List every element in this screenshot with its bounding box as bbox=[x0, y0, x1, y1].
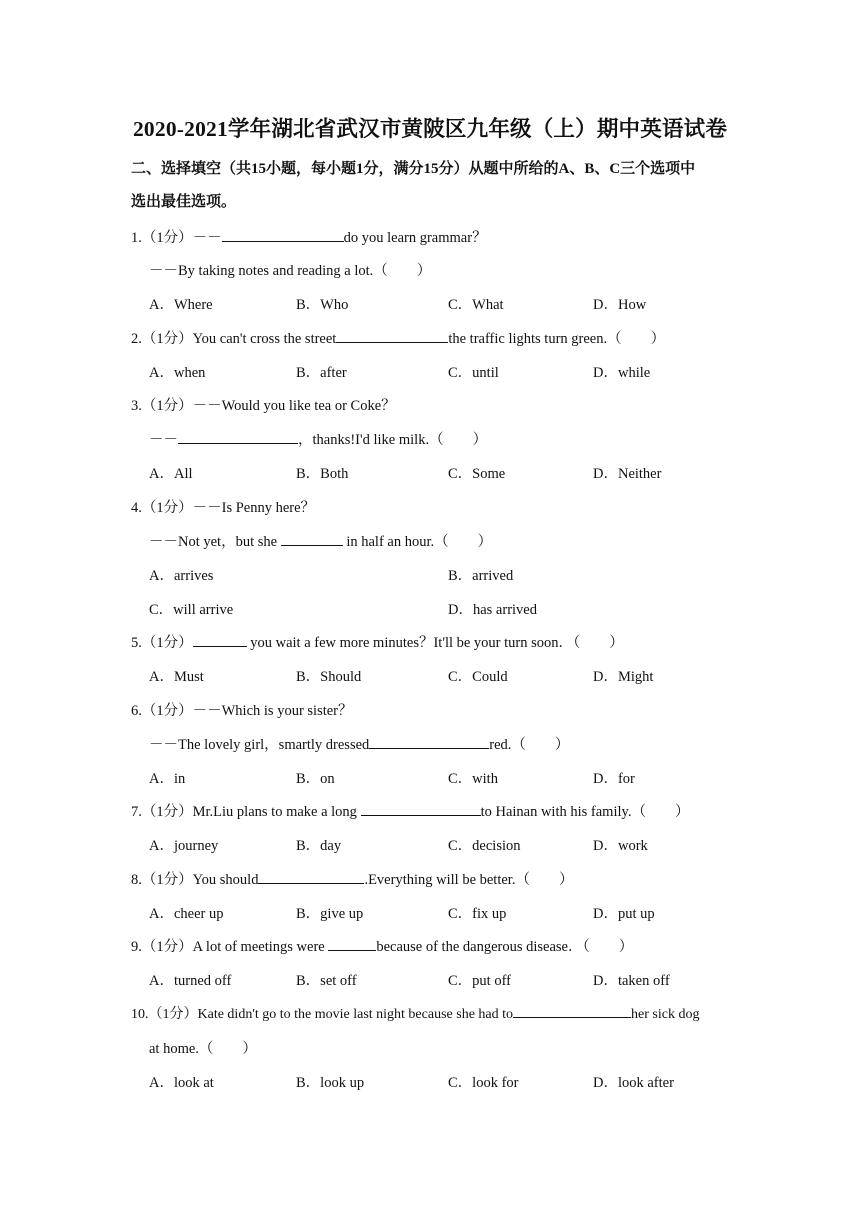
option-a: A．Must bbox=[149, 669, 204, 685]
question-text: You should bbox=[192, 872, 259, 888]
question-6-stem bbox=[131, 699, 353, 720]
option-d: D．Neither bbox=[593, 466, 662, 482]
answer-blank bbox=[258, 869, 364, 884]
question-9-stem bbox=[131, 935, 633, 956]
option-b: B．on bbox=[296, 771, 335, 787]
question-text: You can't cross the street bbox=[192, 331, 337, 347]
question-text: her sick dog bbox=[631, 1007, 700, 1022]
question-2-stem bbox=[131, 327, 665, 348]
option-a: A．All bbox=[149, 466, 193, 482]
question-number: 7.（1分） bbox=[131, 804, 193, 820]
question-text: .Everything will be better.（ ） bbox=[364, 872, 574, 888]
option-a: A．cheer up bbox=[149, 906, 224, 922]
question-text: Kate didn't go to the movie last night because she had to bbox=[197, 1007, 514, 1022]
option-c: C．What bbox=[448, 297, 504, 313]
question-number: 5.（1分） bbox=[131, 635, 193, 651]
question-text: to Hainan with his family.（ ） bbox=[480, 804, 690, 820]
option-c: C．decision bbox=[448, 838, 521, 854]
option-d: D．look after bbox=[593, 1075, 674, 1091]
page-title: 2020-2021学年湖北省武汉市黄陂区九年级（上）期中英语试卷 bbox=[132, 117, 728, 141]
option-b: B．arrived bbox=[448, 568, 514, 584]
question-text: because of the dangerous disease．（ ） bbox=[376, 939, 634, 955]
option-b: B．give up bbox=[296, 906, 364, 922]
option-b: B．day bbox=[296, 838, 342, 854]
option-a: A．in bbox=[149, 771, 186, 787]
question-7-stem bbox=[131, 800, 689, 821]
option-d: D．How bbox=[593, 297, 647, 313]
question-number: 4.（1分） bbox=[131, 500, 193, 516]
question-number: 9.（1分） bbox=[131, 939, 193, 955]
question-number: 8.（1分） bbox=[131, 872, 193, 888]
option-d: D．Might bbox=[593, 669, 654, 685]
question-4-stem bbox=[131, 496, 315, 517]
question-text: Mr.Liu plans to make a long bbox=[192, 804, 357, 820]
option-b: B．after bbox=[296, 365, 347, 381]
question-10-continuation: at home.（ ） bbox=[149, 1041, 257, 1057]
question-3-stem bbox=[131, 394, 396, 415]
section-heading-line-2: 选出最佳选项。 bbox=[131, 194, 237, 210]
question-6-reply bbox=[149, 733, 569, 754]
option-a: A．journey bbox=[149, 838, 219, 854]
question-number: 3.（1分） bbox=[131, 398, 193, 414]
answer-blank bbox=[369, 734, 489, 749]
question-text: A lot of meetings were bbox=[192, 939, 325, 955]
option-c: C．put off bbox=[448, 973, 511, 989]
option-a: A．when bbox=[149, 365, 206, 381]
question-text: you wait a few more minutes？It'll be your turn soon．（ ） bbox=[250, 635, 624, 651]
question-text: －－ bbox=[149, 432, 178, 448]
option-a: A．turned off bbox=[149, 973, 232, 989]
question-number: 2.（1分） bbox=[131, 331, 193, 347]
question-1-reply: －－By taking notes and reading a lot.（ ） bbox=[149, 263, 432, 279]
answer-blank bbox=[328, 936, 376, 951]
question-text: －－Not yet，but she bbox=[149, 534, 278, 550]
option-a: A．look at bbox=[149, 1075, 214, 1091]
question-10-stem bbox=[131, 1003, 699, 1023]
option-b: B．look up bbox=[296, 1075, 365, 1091]
option-c: C．will arrive bbox=[149, 602, 234, 618]
option-c: C．until bbox=[448, 365, 499, 381]
option-a: A．arrives bbox=[149, 568, 214, 584]
option-a: A．Where bbox=[149, 297, 213, 313]
option-d: D．has arrived bbox=[448, 602, 537, 618]
question-8-stem bbox=[131, 868, 573, 889]
option-b: B．Should bbox=[296, 669, 362, 685]
question-text: red.（ ） bbox=[489, 737, 570, 753]
option-b: B．Both bbox=[296, 466, 349, 482]
option-c: C．fix up bbox=[448, 906, 507, 922]
question-4-reply bbox=[149, 530, 492, 551]
option-d: D．taken off bbox=[593, 973, 670, 989]
option-d: D．work bbox=[593, 838, 648, 854]
question-text: －－Would you like tea or Coke？ bbox=[192, 398, 396, 414]
question-number: 6.（1分） bbox=[131, 703, 193, 719]
option-c: C．look for bbox=[448, 1075, 519, 1091]
question-text: ，thanks!I'd like milk.（ ） bbox=[298, 432, 488, 448]
question-1-stem bbox=[131, 226, 487, 247]
option-d: D．for bbox=[593, 771, 635, 787]
answer-blank bbox=[193, 632, 247, 647]
question-text: －－Which is your sister？ bbox=[192, 703, 353, 719]
answer-blank bbox=[281, 531, 343, 546]
answer-blank bbox=[336, 328, 448, 343]
question-text: －－Is Penny here？ bbox=[192, 500, 316, 516]
question-text: －－ bbox=[192, 230, 222, 246]
answer-blank bbox=[361, 801, 481, 816]
question-number: 10.（1分） bbox=[131, 1007, 198, 1022]
section-heading-line-1: 二、选择填空（共15小题，每小题1分，满分15分）从题中所给的A、B、C三个选项中 bbox=[131, 161, 696, 177]
option-c: C．with bbox=[448, 771, 498, 787]
option-d: D．while bbox=[593, 365, 651, 381]
option-b: B．Who bbox=[296, 297, 349, 313]
option-c: C．Some bbox=[448, 466, 506, 482]
question-5-stem bbox=[131, 631, 624, 652]
answer-blank bbox=[513, 1003, 631, 1018]
option-c: C．Could bbox=[448, 669, 508, 685]
option-d: D．put up bbox=[593, 906, 655, 922]
question-text: －－The lovely girl，smartly dressed bbox=[149, 737, 370, 753]
question-number: 1.（1分） bbox=[131, 230, 193, 246]
question-text: in half an hour.（ ） bbox=[346, 534, 493, 550]
question-text: the traffic lights turn green.（ ） bbox=[448, 331, 666, 347]
answer-blank bbox=[178, 429, 298, 444]
answer-blank bbox=[222, 227, 344, 242]
option-b: B．set off bbox=[296, 973, 357, 989]
question-3-reply bbox=[149, 428, 487, 449]
question-text: do you learn grammar？ bbox=[343, 230, 487, 246]
